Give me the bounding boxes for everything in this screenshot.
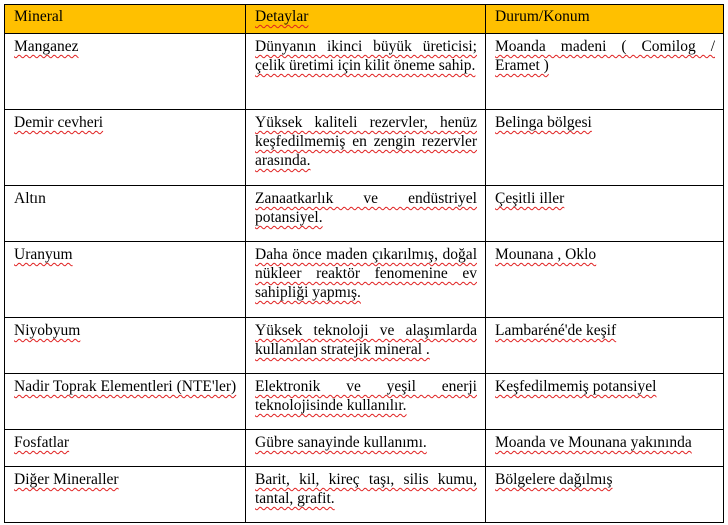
table-row xyxy=(5,318,724,374)
table-row xyxy=(5,242,724,318)
mineral-cell: Uranyum xyxy=(5,242,246,318)
mineral-cell: Diğer Mineraller xyxy=(5,467,246,523)
table-row xyxy=(5,186,724,242)
header-location: Durum/Konum xyxy=(486,5,724,34)
detail-cell: Daha önce maden çıkarılmış, doğal nükleer reaktör fenomenine ev sahipliği yapmış. xyxy=(246,242,486,318)
table-row xyxy=(5,467,724,523)
location-cell: Çeşitli iller xyxy=(486,186,724,242)
detail-cell: Zanaatkarlık ve endüstriyel potansiyel. xyxy=(246,186,486,242)
detail-cell: Barit, kil, kireç taşı, silis kumu, tantal, grafit. xyxy=(246,467,486,523)
location-cell: Bölgelere dağılmış xyxy=(486,467,724,523)
location-cell: Lambaréné'de keşif xyxy=(486,318,724,374)
header-details: Detaylar xyxy=(246,5,486,34)
header-row xyxy=(5,5,724,34)
table-row xyxy=(5,430,724,467)
detail-cell: Yüksek teknoloji ve alaşımlarda kullanılan stratejik mineral . xyxy=(246,318,486,374)
detail-cell: Yüksek kaliteli rezervler, henüz keşfedilmemiş en zengin rezervler arasında. xyxy=(246,110,486,186)
minerals-table xyxy=(4,4,724,523)
location-cell: Moanda ve Mounana yakınında xyxy=(486,430,724,467)
mineral-cell: Altın xyxy=(5,186,246,242)
mineral-cell: Fosfatlar xyxy=(5,430,246,467)
mineral-cell: Niyobyum xyxy=(5,318,246,374)
table-row xyxy=(5,34,724,110)
location-cell: Keşfedilmemiş potansiyel xyxy=(486,374,724,430)
location-cell: Mounana , Oklo xyxy=(486,242,724,318)
mineral-cell: Manganez xyxy=(5,34,246,110)
detail-cell: Elektronik ve yeşil enerji teknolojisinde kullanılır. xyxy=(246,374,486,430)
location-cell: Moanda madeni ( Comilog / Eramet ) xyxy=(486,34,724,110)
detail-cell: Gübre sanayinde kullanımı. xyxy=(246,430,486,467)
table-row xyxy=(5,110,724,186)
mineral-cell: Nadir Toprak Elementleri (NTE'ler) xyxy=(5,374,246,430)
table-row xyxy=(5,374,724,430)
detail-cell: Dünyanın ikinci büyük üreticisi; çelik üretimi için kilit öneme sahip. xyxy=(246,34,486,110)
location-cell: Belinga bölgesi xyxy=(486,110,724,186)
header-mineral: Mineral xyxy=(5,5,246,34)
mineral-cell: Demir cevheri xyxy=(5,110,246,186)
